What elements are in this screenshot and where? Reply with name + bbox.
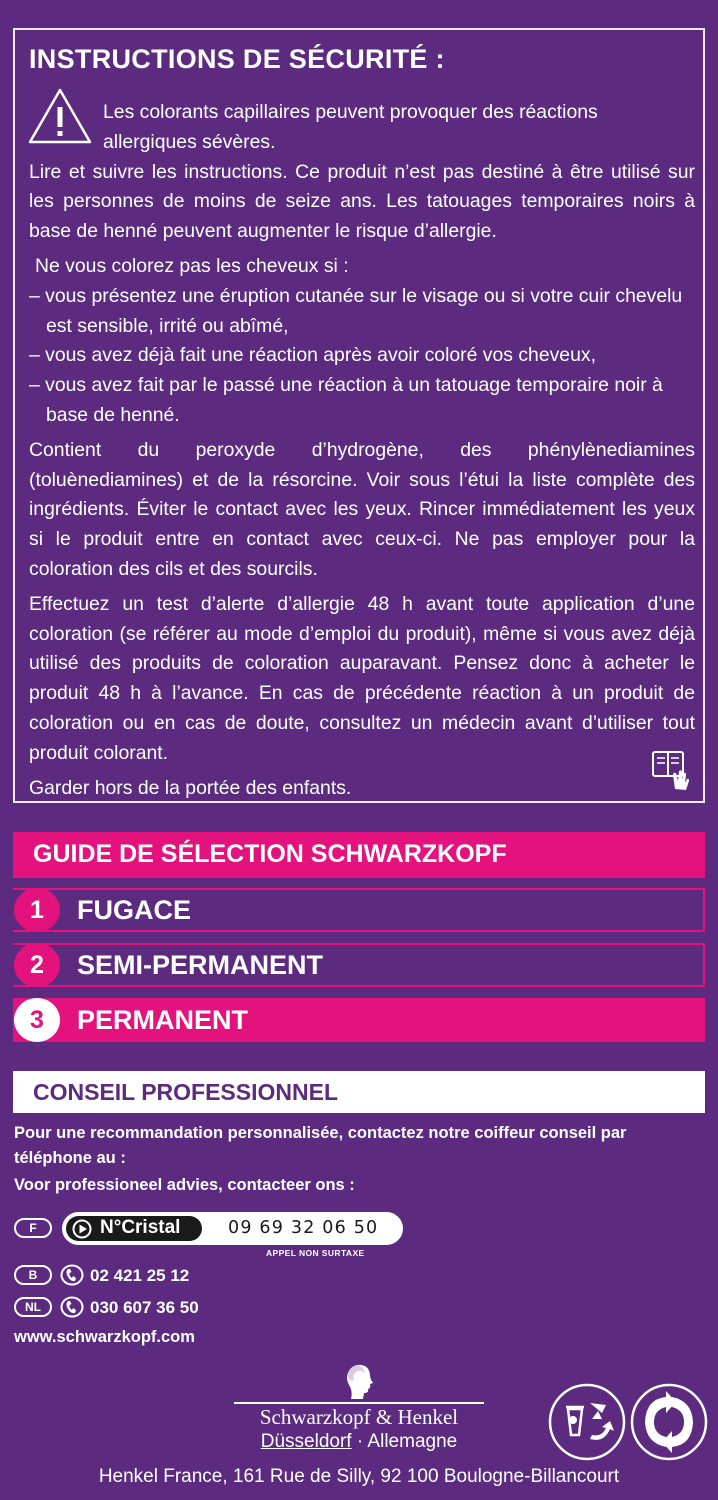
recycle-bin-icon bbox=[548, 1383, 626, 1461]
schwarzkopf-head-logo-icon bbox=[339, 1363, 379, 1405]
cristal-caption: APPEL NON SURTAXE bbox=[266, 1248, 365, 1258]
cristal-brand-panel bbox=[66, 1216, 202, 1241]
company-address: Henkel France, 161 Rue de Silly, 92 100 Boulogne-Billancourt bbox=[98, 1466, 620, 1487]
safety-title: INSTRUCTIONS DE SÉCURITÉ : bbox=[29, 44, 445, 74]
guide-item-number: 1 bbox=[14, 888, 60, 932]
keep-away-text: Garder hors de la portée des enfants. bbox=[29, 776, 352, 799]
instructions-paragraph: Lire et suivre les instructions. Ce produit n’est pas destiné à être utilisé sur les personnes de moins de seize ans. Les tatouages temporaires noirs à base de henné peuvent augmenter le risque d’allergie. bbox=[29, 160, 695, 243]
pro-advice-line1: Pour une recommandation personnalisée, contactez notre coiffeur conseil par bbox=[14, 1124, 627, 1142]
allergy-warning-line2: allergiques sévères. bbox=[103, 130, 276, 153]
guide-item-semi-permanent bbox=[13, 943, 705, 987]
country-badge-netherlands: NL bbox=[14, 1297, 52, 1317]
country-badge-france: F bbox=[14, 1218, 52, 1238]
schwarzkopf-logo bbox=[230, 1360, 488, 1460]
conditions-intro: Ne vous colorez pas les cheveux si : bbox=[35, 254, 349, 277]
safety-text bbox=[29, 98, 695, 803]
guide-title: GUIDE DE SÉLECTION SCHWARZKOPF bbox=[33, 840, 507, 868]
belgium-phone: 02 421 25 12 bbox=[90, 1266, 190, 1285]
guide-item-label: FUGACE bbox=[77, 895, 191, 925]
allergy-warning-line1: Les colorants capillaires peuvent provoquer des réactions bbox=[103, 101, 598, 123]
guide-item-permanent bbox=[13, 998, 705, 1042]
safety-instructions-box bbox=[13, 28, 705, 803]
cristal-phone-badge bbox=[62, 1212, 403, 1245]
brand-country: · Allemagne bbox=[351, 1431, 458, 1452]
condition-item: – vous présentez une éruption cutanée sur le visage ou si votre cuir chevelu est sensible, irrité ou abîmé, bbox=[29, 284, 683, 337]
website-link: www.schwarzkopf.com bbox=[14, 1328, 195, 1346]
country-badge-belgium: B bbox=[14, 1265, 52, 1285]
play-icon bbox=[72, 1219, 92, 1239]
leaflet-hand-icon bbox=[645, 749, 693, 793]
allergy-test-paragraph: Effectuez un test d’alerte d’allergie 48 h avant toute application d’une coloration (se référer au mode d’emploi du produit), même si vous avez déjà utilisé des produits de coloration auparavant. Pensez donc à acheter le produit 48 h à l’avance. En cas de précédente réaction à un produit de coloration ou en cas de doute, consultez un médecin avant d’utiliser tout produit colorant. bbox=[29, 592, 695, 764]
guide-item-number: 3 bbox=[14, 998, 60, 1042]
brand-city: Düsseldorf bbox=[260, 1431, 352, 1452]
brand-city-line bbox=[230, 1431, 488, 1453]
pro-advice-header bbox=[13, 1071, 705, 1113]
condition-item: – vous avez fait par le passé une réaction à un tatouage temporaire noir à base de henné. bbox=[29, 374, 663, 426]
green-dot-icon bbox=[630, 1383, 708, 1461]
pro-advice-line2: téléphone au : bbox=[14, 1149, 126, 1167]
cristal-brand: N°Cristal bbox=[100, 1217, 181, 1238]
logo-divider bbox=[234, 1402, 484, 1404]
brand-name: Schwarzkopf & Henkel bbox=[259, 1405, 459, 1429]
pro-advice-line3: Voor professioneel advies, contacteer ons : bbox=[14, 1176, 355, 1194]
guide-item-label: PERMANENT bbox=[77, 1005, 249, 1035]
pro-advice-title: CONSEIL PROFESSIONNEL bbox=[33, 1079, 339, 1105]
ingredients-paragraph: Contient du peroxyde d’hydrogène, des phénylènediamines (toluènediamines) et de la résorcine. Voir sous l’étui la liste complète des ingrédients. Éviter le contact avec les yeux. Rincer immédiatement les yeux si le produit entre en contact avec ceux-ci. Ne pas employer pour la coloration des cils et des sourcils. bbox=[29, 438, 695, 580]
guide-header bbox=[13, 832, 705, 878]
allergy-warning bbox=[29, 98, 695, 158]
condition-item: – vous avez déjà fait une réaction après avoir coloré vos cheveux, bbox=[29, 344, 596, 367]
phone-icon bbox=[60, 1296, 84, 1318]
phone-icon bbox=[60, 1264, 84, 1286]
guide-item-number: 2 bbox=[14, 943, 60, 987]
guide-item-label: SEMI-PERMANENT bbox=[77, 950, 324, 980]
cristal-phone-number: 09 69 32 06 50 bbox=[228, 1218, 379, 1238]
netherlands-phone: 030 607 36 50 bbox=[90, 1298, 199, 1317]
guide-item-fugace bbox=[13, 888, 705, 932]
